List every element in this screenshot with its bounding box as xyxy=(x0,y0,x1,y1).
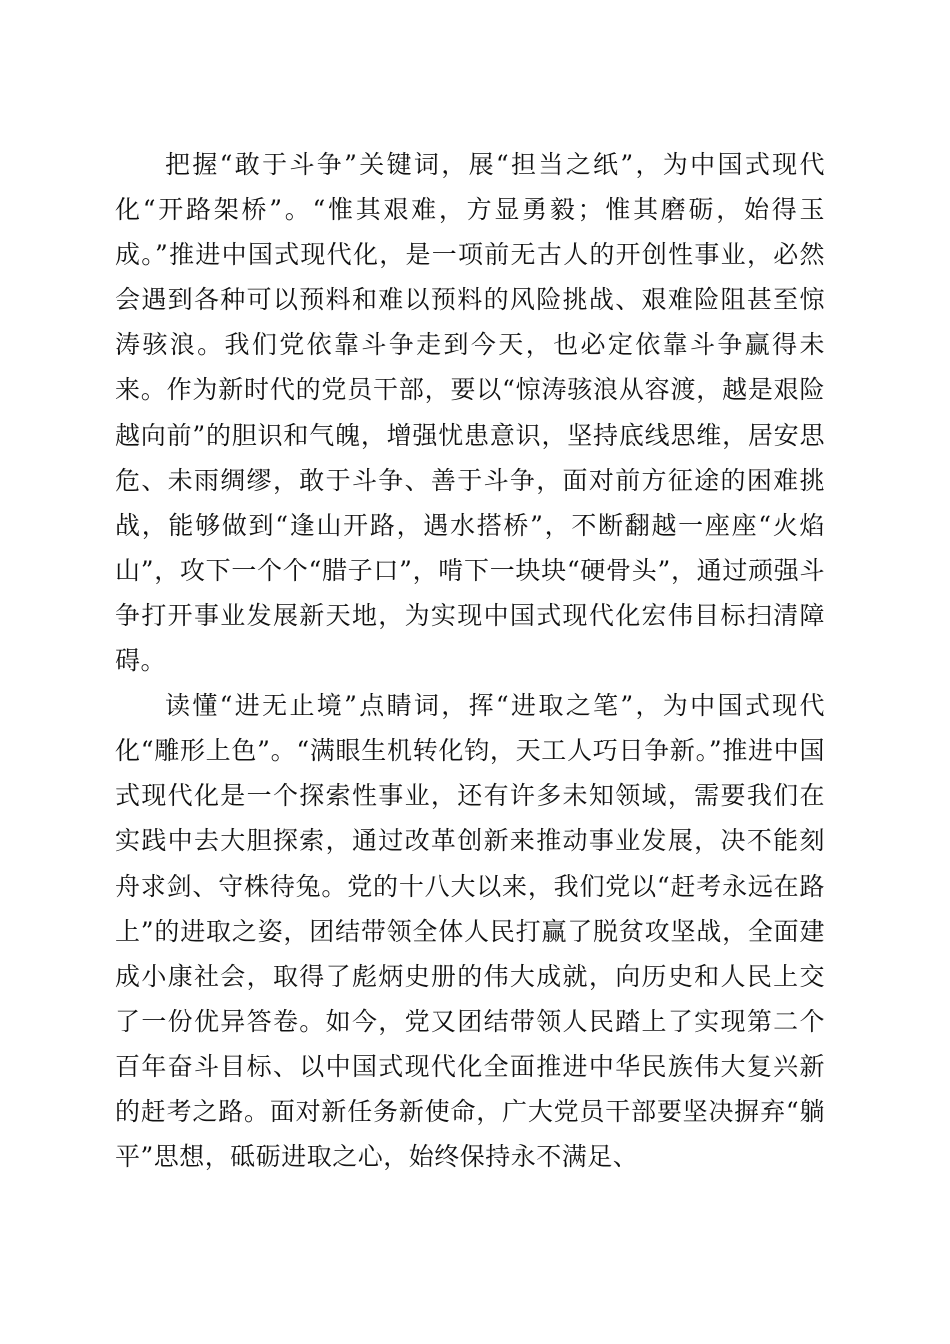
paragraph-struggle: 把握“敢于斗争”关键词，展“担当之纸”，为中国式现代化“开路架桥”。“惟其艰难，方显勇毅；惟其磨砺，始得玉成。”推进中国式现代化，是一项前无古人的开创性事业，必然会遇到各种可以预料和难以预料的风险挑战、艰难险阻甚至惊涛骇浪。我们党依靠斗争走到今天，也必定依靠斗争赢得未来。作为新时代的党员干部，要以“惊涛骇浪从容渡，越是艰险越向前”的胆识和气魄，增强忧患意识，坚持底线思维，居安思危、未雨绸缪，敢于斗争、善于斗争，面对前方征途的困难挑战，能够做到“逢山开路，遇水搭桥”，不断翻越一座座“火焰山”，攻下一个个“腊子口”，啃下一块块“硬骨头”，通过顽强斗争打开事业发展新天地，为实现中国式现代化宏伟目标扫清障碍。 xyxy=(115,150,825,676)
document-body xyxy=(115,142,825,1179)
paragraph-progress: 读懂“进无止境”点睛词，挥“进取之笔”，为中国式现代化“雕形上色”。“满眼生机转化钧，天工人巧日争新。”推进中国式现代化是一个探索性事业，还有许多未知领域，需要我们在实践中去大胆探索，通过改革创新来推动事业发展，决不能刻舟求剑、守株待兔。党的十八大以来，我们党以“赶考永远在路上”的进取之姿，团结带领全体人民打赢了脱贫攻坚战，全面建成小康社会，取得了彪炳史册的伟大成就，向历史和人民上交了一份优异答卷。如今，党又团结带领人民踏上了实现第二个百年奋斗目标、以中国式现代化全面推进中华民族伟大复兴新的赶考之路。面对新任务新使命，广大党员干部要坚决摒弃“躺平”思想，砥砺进取之心，始终保持永不满足、 xyxy=(115,691,825,1172)
